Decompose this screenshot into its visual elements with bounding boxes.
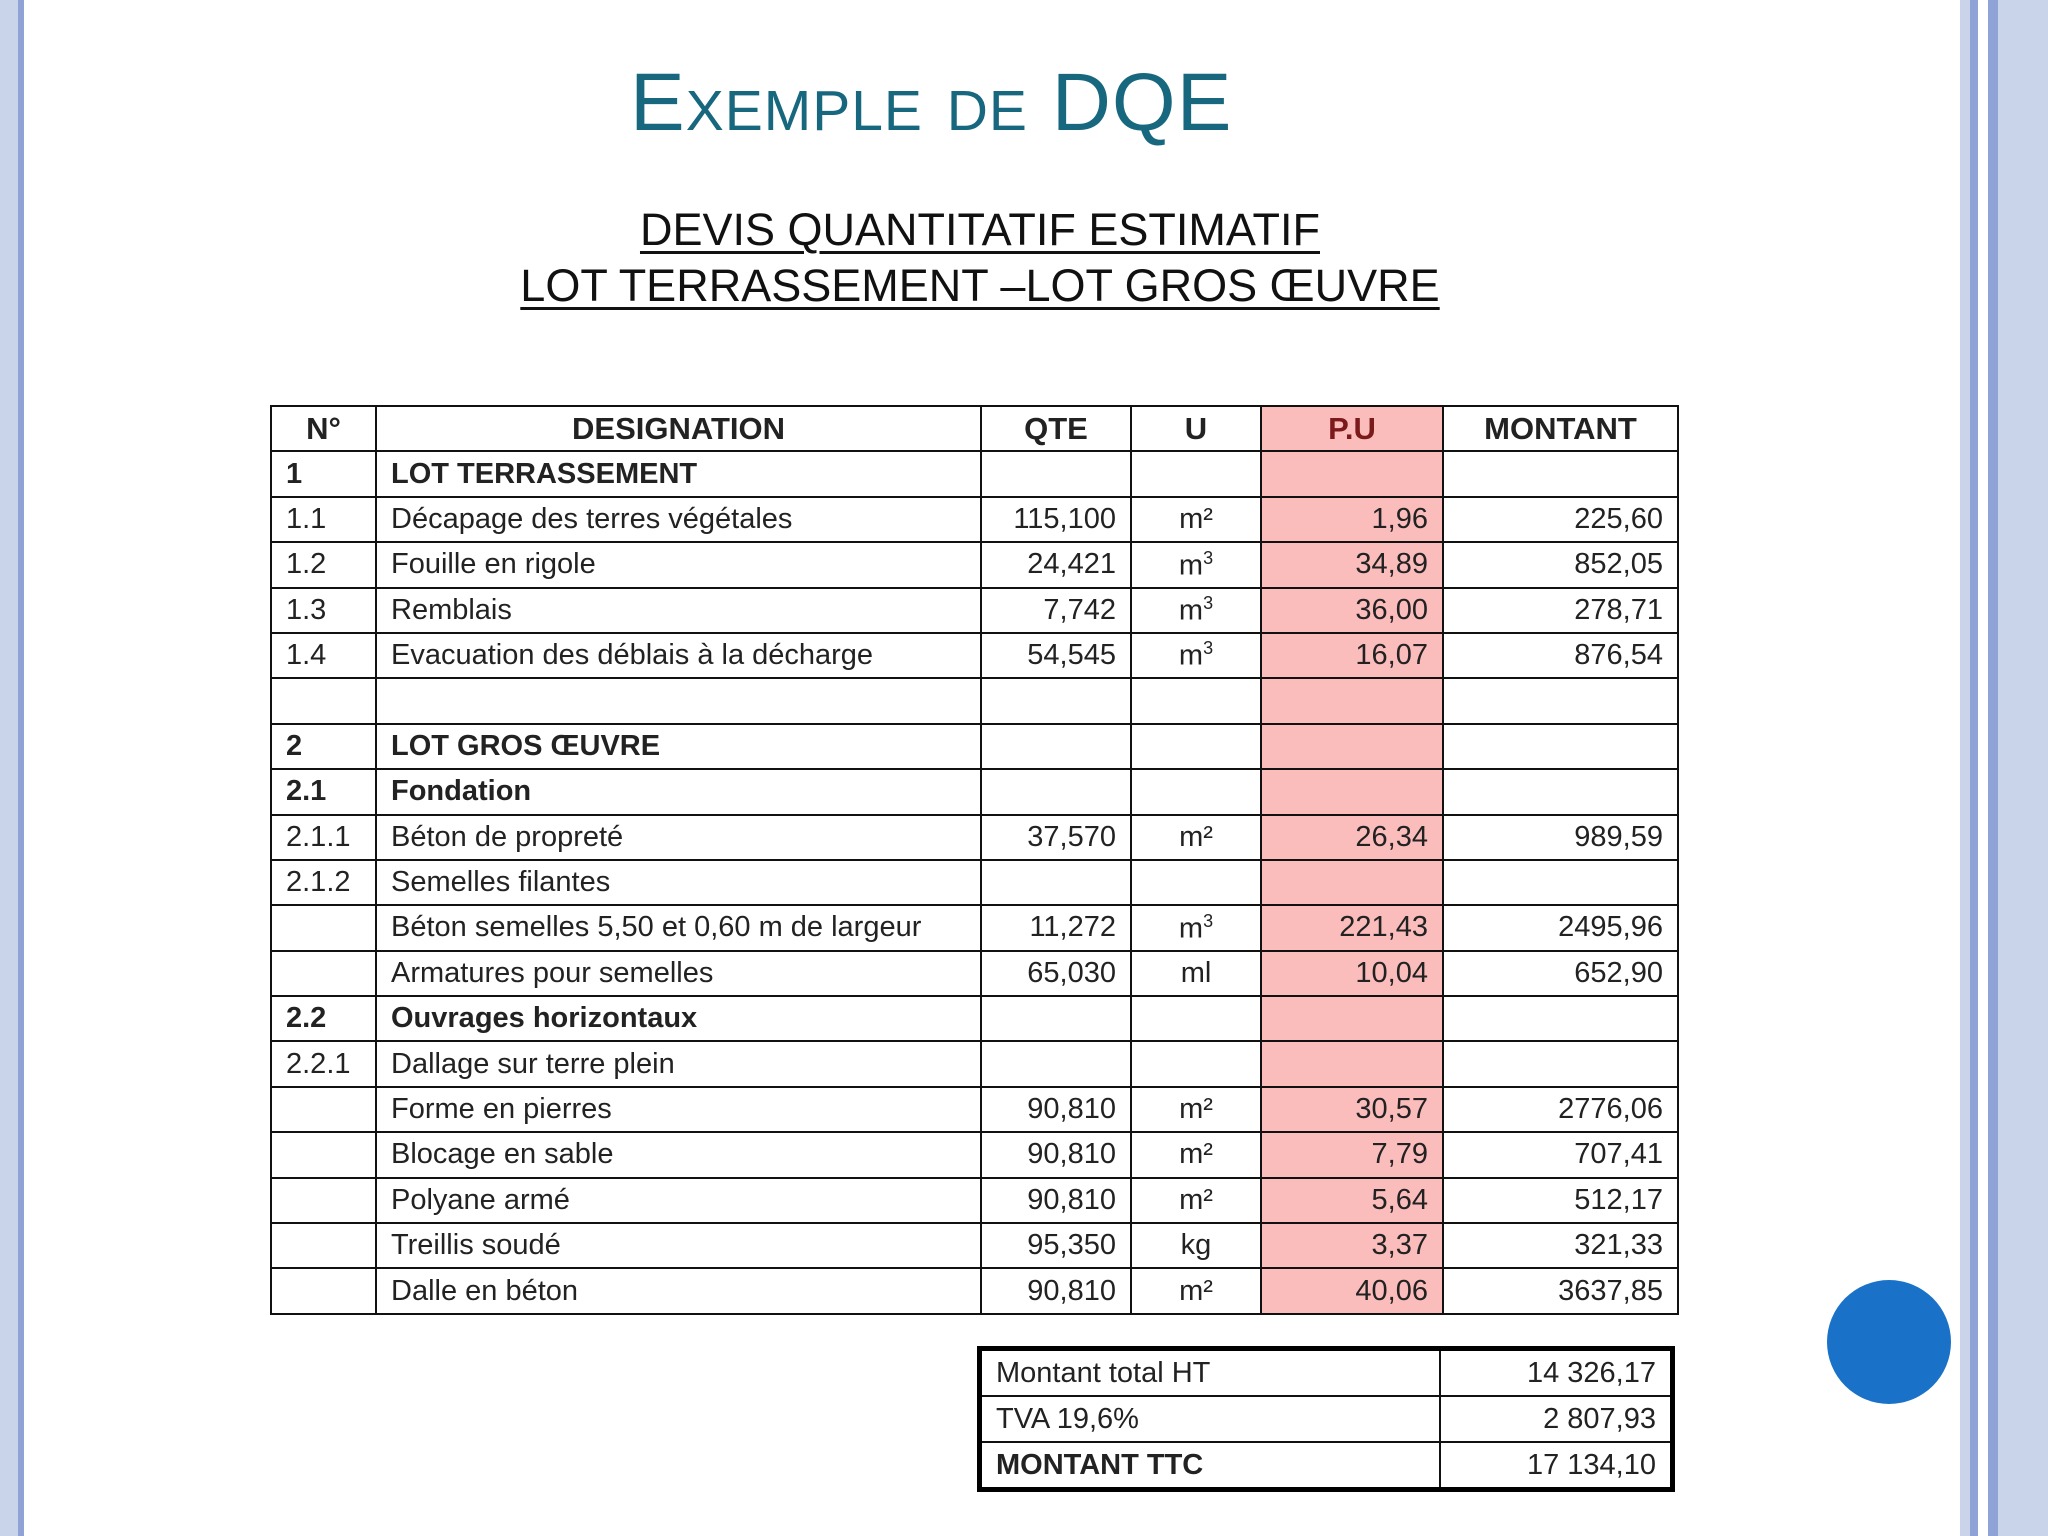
cell-qte: 90,810	[981, 1132, 1131, 1177]
cell-designation: Ouvrages horizontaux	[376, 996, 981, 1041]
cell-designation: Béton de propreté	[376, 815, 981, 860]
table-row	[271, 1087, 1678, 1132]
cell-unit-price	[1261, 451, 1443, 496]
slide-border-right-band	[1998, 0, 2048, 1536]
cell-number: 2.2.1	[271, 1041, 376, 1086]
cell-designation: Fondation	[376, 769, 981, 814]
cell-qte	[981, 724, 1131, 769]
table-row	[271, 1223, 1678, 1268]
cell-number: 1.4	[271, 633, 376, 678]
cell-unit-price	[1261, 769, 1443, 814]
table-row	[271, 451, 1678, 496]
cell-number: 1.2	[271, 542, 376, 587]
cell-montant: 852,05	[1443, 542, 1678, 587]
cell-qte: 95,350	[981, 1223, 1131, 1268]
cell-montant: 2495,96	[1443, 905, 1678, 950]
slide-title: Exemple de DQE	[630, 57, 1233, 148]
cell-designation: Forme en pierres	[376, 1087, 981, 1132]
cell-unit: m²	[1131, 1132, 1261, 1177]
cell-unit-price	[1261, 724, 1443, 769]
cell-qte	[981, 769, 1131, 814]
cell-montant	[1443, 860, 1678, 905]
cell-unit-price: 26,34	[1261, 815, 1443, 860]
cell-montant: 707,41	[1443, 1132, 1678, 1177]
cell-designation: Fouille en rigole	[376, 542, 981, 587]
cell-unit	[1131, 451, 1261, 496]
cell-montant: 2776,06	[1443, 1087, 1678, 1132]
cell-qte	[981, 996, 1131, 1041]
table-row	[271, 996, 1678, 1041]
header-u: U	[1131, 406, 1261, 451]
cell-designation: Dalle en béton	[376, 1268, 981, 1313]
total-row-ht	[980, 1349, 1673, 1397]
table-row	[271, 1132, 1678, 1177]
cell-qte: 37,570	[981, 815, 1131, 860]
cell-number: 2	[271, 724, 376, 769]
cell-number: 2.2	[271, 996, 376, 1041]
cell-unit: m²	[1131, 497, 1261, 542]
cell-designation: Treillis soudé	[376, 1223, 981, 1268]
table-row	[271, 951, 1678, 996]
cell-qte	[981, 1041, 1131, 1086]
cell-montant	[1443, 769, 1678, 814]
slide-border-right-line-2	[1988, 0, 1998, 1536]
cell-unit-price: 36,00	[1261, 588, 1443, 633]
total-row-tva	[980, 1396, 1673, 1442]
total-ht-label: Montant total HT	[980, 1349, 1440, 1397]
cell-designation: Remblais	[376, 588, 981, 633]
cell-number: 2.1.1	[271, 815, 376, 860]
cell-unit	[1131, 678, 1261, 723]
cell-montant: 3637,85	[1443, 1268, 1678, 1313]
cell-qte: 90,810	[981, 1268, 1131, 1313]
table-row	[271, 1178, 1678, 1223]
slide-border-right-gap	[1978, 0, 1988, 1536]
total-ht-value: 14 326,17	[1440, 1349, 1673, 1397]
cell-qte	[981, 860, 1131, 905]
cell-montant	[1443, 724, 1678, 769]
cell-designation: Blocage en sable	[376, 1132, 981, 1177]
cell-qte: 54,545	[981, 633, 1131, 678]
cell-unit-price: 40,06	[1261, 1268, 1443, 1313]
cell-unit: $m^3$	[1131, 542, 1261, 587]
document-heading	[420, 202, 1540, 314]
cell-qte: 115,100	[981, 497, 1131, 542]
slide-border-right-line	[1970, 0, 1978, 1536]
header-pu: P.U	[1261, 406, 1443, 451]
cell-unit-price: 30,57	[1261, 1087, 1443, 1132]
table-row	[271, 588, 1678, 633]
cell-unit: $m^3$	[1131, 633, 1261, 678]
cell-unit: ml	[1131, 951, 1261, 996]
cell-qte	[981, 451, 1131, 496]
cell-number	[271, 1087, 376, 1132]
cell-unit	[1131, 996, 1261, 1041]
table-header-row	[271, 406, 1678, 451]
cell-unit: $m^3$	[1131, 905, 1261, 950]
cell-montant	[1443, 678, 1678, 723]
header-n: N°	[271, 406, 376, 451]
cell-number	[271, 1178, 376, 1223]
header-qte: QTE	[981, 406, 1131, 451]
table-row	[271, 678, 1678, 723]
slide-border-left	[0, 0, 18, 1536]
table-row	[271, 633, 1678, 678]
document-heading-line2: LOT TERRASSEMENT –LOT GROS ŒUVRE	[520, 260, 1440, 311]
cell-unit-price: 221,43	[1261, 905, 1443, 950]
cell-unit-price: 7,79	[1261, 1132, 1443, 1177]
cell-unit: m²	[1131, 1268, 1261, 1313]
header-montant: MONTANT	[1443, 406, 1678, 451]
cell-unit: m²	[1131, 815, 1261, 860]
document-heading-line1: DEVIS QUANTITATIF ESTIMATIF	[639, 204, 1320, 255]
cell-unit-price	[1261, 678, 1443, 723]
table-row	[271, 769, 1678, 814]
cell-montant: 989,59	[1443, 815, 1678, 860]
cell-number: 1.1	[271, 497, 376, 542]
cell-unit-price: 1,96	[1261, 497, 1443, 542]
table-row	[271, 1041, 1678, 1086]
cell-unit: kg	[1131, 1223, 1261, 1268]
table-row	[271, 497, 1678, 542]
cell-unit-price: 34,89	[1261, 542, 1443, 587]
totals-table	[977, 1346, 1675, 1492]
total-ttc-label: MONTANT TTC	[980, 1442, 1440, 1490]
cell-unit-price	[1261, 996, 1443, 1041]
cell-unit-price	[1261, 860, 1443, 905]
total-ttc-value: 17 134,10	[1440, 1442, 1673, 1490]
table-body	[271, 451, 1678, 1313]
cell-number	[271, 678, 376, 723]
slide-nav-button[interactable]	[1827, 1280, 1951, 1404]
cell-designation: Décapage des terres végétales	[376, 497, 981, 542]
cell-designation: Polyane armé	[376, 1178, 981, 1223]
cell-unit-price: 5,64	[1261, 1178, 1443, 1223]
cell-montant: 225,60	[1443, 497, 1678, 542]
cell-qte: 90,810	[981, 1087, 1131, 1132]
cell-number: 1.3	[271, 588, 376, 633]
slide-border-left-line	[18, 0, 24, 1536]
header-designation: DESIGNATION	[376, 406, 981, 451]
cell-number	[271, 1132, 376, 1177]
cell-qte: 65,030	[981, 951, 1131, 996]
cell-designation: Dallage sur terre plein	[376, 1041, 981, 1086]
cell-number: 2.1.2	[271, 860, 376, 905]
cell-montant: 652,90	[1443, 951, 1678, 996]
tva-label: TVA 19,6%	[980, 1396, 1440, 1442]
cell-unit: m²	[1131, 1178, 1261, 1223]
cell-unit	[1131, 860, 1261, 905]
cell-montant	[1443, 1041, 1678, 1086]
table-row	[271, 860, 1678, 905]
dqe-table	[270, 405, 1679, 1315]
tva-value: 2 807,93	[1440, 1396, 1673, 1442]
cell-number	[271, 1268, 376, 1313]
cell-unit-price: 16,07	[1261, 633, 1443, 678]
cell-qte: 7,742	[981, 588, 1131, 633]
cell-number: 2.1	[271, 769, 376, 814]
cell-number	[271, 1223, 376, 1268]
cell-designation: Armatures pour semelles	[376, 951, 981, 996]
cell-designation: Evacuation des déblais à la décharge	[376, 633, 981, 678]
cell-qte: 90,810	[981, 1178, 1131, 1223]
cell-number	[271, 951, 376, 996]
table-row	[271, 1268, 1678, 1313]
cell-unit-price	[1261, 1041, 1443, 1086]
cell-designation: LOT GROS ŒUVRE	[376, 724, 981, 769]
table-row	[271, 724, 1678, 769]
cell-unit: $m^3$	[1131, 588, 1261, 633]
table-row	[271, 542, 1678, 587]
cell-montant: 876,54	[1443, 633, 1678, 678]
cell-unit-price: 10,04	[1261, 951, 1443, 996]
cell-qte: 11,272	[981, 905, 1131, 950]
cell-montant: 321,33	[1443, 1223, 1678, 1268]
cell-montant	[1443, 451, 1678, 496]
cell-designation: Semelles filantes	[376, 860, 981, 905]
cell-qte	[981, 678, 1131, 723]
cell-montant: 512,17	[1443, 1178, 1678, 1223]
cell-number	[271, 905, 376, 950]
cell-montant	[1443, 996, 1678, 1041]
cell-designation: Béton semelles 5,50 et 0,60 m de largeur	[376, 905, 981, 950]
cell-number: 1	[271, 451, 376, 496]
cell-designation	[376, 678, 981, 723]
cell-unit-price: 3,37	[1261, 1223, 1443, 1268]
cell-montant: 278,71	[1443, 588, 1678, 633]
total-row-ttc	[980, 1442, 1673, 1490]
cell-qte: 24,421	[981, 542, 1131, 587]
slide-border-right	[1960, 0, 1970, 1536]
cell-designation: LOT TERRASSEMENT	[376, 451, 981, 496]
cell-unit	[1131, 1041, 1261, 1086]
table-row	[271, 905, 1678, 950]
cell-unit	[1131, 724, 1261, 769]
cell-unit: m²	[1131, 1087, 1261, 1132]
cell-unit	[1131, 769, 1261, 814]
table-row	[271, 815, 1678, 860]
